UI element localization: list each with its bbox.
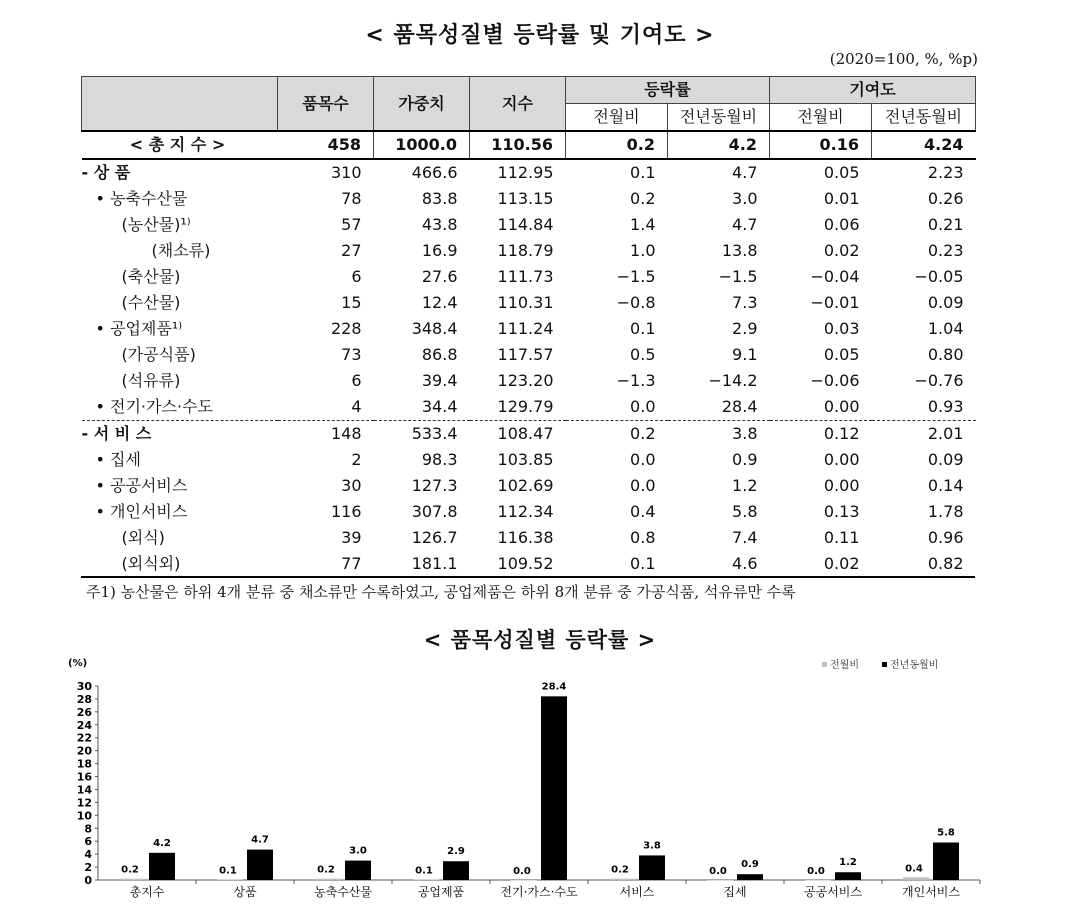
cell-index: 111.24	[497, 319, 554, 338]
cell-items: 310	[278, 159, 374, 186]
bar-mom	[511, 880, 537, 881]
table-row	[82, 316, 976, 342]
table-bottom-rule	[81, 576, 975, 578]
cell-k_yoy: 0.80	[927, 345, 964, 364]
table-body	[82, 131, 976, 577]
cell-k_mom: 0.05	[770, 159, 872, 186]
y-tick-label: 30	[76, 680, 92, 693]
cell-weight: 126.7	[411, 528, 458, 547]
row-label: (농산물)¹⁾	[121, 215, 191, 234]
header-contrib-yoy: 전년동월비	[872, 104, 976, 132]
row-label: • 집세	[95, 450, 141, 469]
cell-c_mom: 0.1	[630, 319, 656, 338]
bar-mom	[609, 879, 635, 880]
cell-k_yoy: 1.04	[927, 319, 964, 338]
bar-yoy	[639, 855, 665, 880]
cell-items: 57	[341, 215, 362, 234]
cell-weight: 43.8	[421, 215, 458, 234]
cell-c_yoy: 7.3	[732, 293, 758, 312]
y-tick-label: 14	[76, 783, 92, 797]
cell-k_mom: 0.00	[823, 450, 860, 469]
row-label: < 총 지 수 >	[82, 131, 278, 159]
table-row	[82, 421, 976, 448]
legend-swatch-mom	[822, 662, 827, 667]
cell-k_mom: 0.01	[823, 189, 860, 208]
value-label-yoy: 0.9	[741, 859, 759, 871]
value-label-mom: 0.1	[415, 865, 433, 877]
y-tick-label: 20	[76, 744, 92, 758]
cell-k_mom: 0.02	[823, 241, 860, 260]
cell-index: 112.95	[470, 159, 566, 186]
cell-c_yoy: 7.4	[732, 528, 758, 547]
cell-c_mom: 0.1	[566, 159, 668, 186]
cell-items: 6	[351, 267, 362, 286]
table-row	[82, 159, 976, 186]
value-label-mom: 0.1	[219, 865, 237, 877]
cell-weight: 466.6	[374, 159, 470, 186]
legend-swatch-yoy	[882, 662, 887, 667]
cell-items: 228	[330, 319, 362, 338]
row-label: (가공식품)	[121, 345, 196, 364]
unit-label: (2020=100, %, %p)	[829, 50, 978, 68]
cell-k_yoy: 0.09	[927, 450, 964, 469]
cell-k_yoy: 0.96	[927, 528, 964, 547]
cell-weight: 533.4	[374, 421, 470, 448]
x-tick-label: 농축수산물	[314, 885, 372, 899]
cell-weight: 83.8	[421, 189, 458, 208]
legend-label-yoy: 전년동월비	[890, 660, 939, 671]
cell-c_mom: 0.0	[630, 450, 656, 469]
header-change-yoy: 전년동월비	[668, 104, 770, 132]
cell-c_yoy: 0.9	[732, 450, 758, 469]
cell-weight: 348.4	[411, 319, 458, 338]
cell-index: 110.31	[497, 293, 554, 312]
cell-index: 123.20	[497, 371, 554, 390]
cell-c_mom: −1.5	[616, 267, 656, 286]
cell-c_yoy: −1.5	[718, 267, 758, 286]
cell-k_yoy: 0.82	[927, 554, 964, 573]
cell-k_yoy: 2.01	[872, 421, 976, 448]
cell-weight: 16.9	[421, 241, 458, 260]
cell-c_mom: 0.4	[630, 502, 656, 521]
cell-index: 110.56	[470, 131, 566, 159]
cell-k_mom: 0.11	[823, 528, 860, 547]
table-row	[82, 473, 976, 499]
cell-k_mom: 0.03	[823, 319, 860, 338]
cell-weight: 27.6	[421, 267, 458, 286]
cell-index: 116.38	[497, 528, 554, 547]
cell-c_mom: 0.2	[566, 421, 668, 448]
value-label-mom: 0.2	[611, 864, 629, 876]
table-row	[82, 131, 976, 159]
header-weight: 가중치	[374, 77, 470, 132]
cell-items: 30	[341, 476, 362, 495]
cell-index: 112.34	[497, 502, 554, 521]
bar-mom	[707, 880, 733, 881]
cell-weight: 127.3	[411, 476, 458, 495]
bar-yoy	[933, 842, 959, 880]
row-label: • 공공서비스	[95, 476, 188, 495]
y-tick-label: 26	[76, 705, 92, 719]
cell-index: 108.47	[470, 421, 566, 448]
cell-k_mom: 0.02	[823, 554, 860, 573]
cell-k_yoy: −0.05	[914, 267, 964, 286]
cell-index: 114.84	[497, 215, 554, 234]
table-row	[82, 290, 976, 316]
cell-k_mom: 0.16	[770, 131, 872, 159]
table-title: < 품목성질별 등락률 및 기여도 >	[365, 23, 715, 48]
header-items: 품목수	[278, 77, 374, 132]
value-label-mom: 0.0	[513, 866, 531, 877]
header-contrib: 기여도	[770, 77, 976, 104]
table-row	[82, 394, 976, 421]
cell-k_mom: −0.01	[810, 293, 860, 312]
row-label: (축산물)	[121, 267, 181, 286]
bar-mom	[413, 879, 439, 880]
cell-c_yoy: 3.8	[668, 421, 770, 448]
header-change-mom: 전월비	[566, 104, 668, 132]
y-tick-label: 18	[76, 757, 92, 771]
header-contrib-mom: 전월비	[770, 104, 872, 132]
cell-c_mom: −1.3	[616, 371, 656, 390]
value-label-mom: 0.4	[905, 863, 923, 875]
y-axis-unit: (%)	[68, 658, 88, 669]
table-row	[82, 186, 976, 212]
cell-items: 39	[341, 528, 362, 547]
cell-c_mom: 1.0	[630, 241, 656, 260]
value-label-yoy: 2.9	[447, 846, 465, 858]
bar-yoy	[541, 696, 567, 880]
bar-yoy	[247, 850, 273, 880]
y-tick-label: 2	[84, 861, 92, 875]
cell-k_yoy: 0.23	[927, 241, 964, 260]
value-label-yoy: 5.8	[937, 827, 955, 839]
table-row	[82, 264, 976, 290]
value-label-yoy: 3.0	[349, 845, 367, 857]
cell-items: 78	[341, 189, 362, 208]
cell-c_yoy: 4.6	[732, 554, 758, 573]
cell-index: 102.69	[497, 476, 554, 495]
x-tick-label: 공업제품	[417, 885, 465, 899]
cell-weight: 181.1	[411, 554, 458, 573]
cell-c_yoy: 9.1	[732, 345, 758, 364]
x-tick-label: 공공서비스	[804, 885, 862, 899]
cell-c_yoy: 13.8	[721, 241, 758, 260]
footnote: 주1) 농산물은 하위 4개 분류 중 채소류만 수록하였고, 공업제품은 하위 8개 분류 중 가공식품, 석유류만 수록	[86, 583, 796, 601]
x-tick-label: 전기·가스·수도	[500, 885, 578, 899]
bar-yoy	[345, 861, 371, 880]
value-label-mom: 0.0	[807, 866, 825, 877]
value-label-yoy: 4.7	[251, 834, 269, 846]
cell-c_mom: −0.8	[616, 293, 656, 312]
x-tick-label: 상품	[233, 885, 257, 899]
y-tick-label: 28	[76, 692, 92, 706]
cell-k_mom: 0.13	[823, 502, 860, 521]
bar-chart	[60, 650, 1020, 900]
cell-weight: 1000.0	[374, 131, 470, 159]
cell-c_mom: 0.0	[630, 476, 656, 495]
x-tick-label: 집세	[723, 885, 747, 899]
cell-weight: 98.3	[421, 450, 458, 469]
cell-index: 113.15	[497, 189, 554, 208]
row-label: • 개인서비스	[95, 502, 188, 521]
y-tick-label: 22	[76, 731, 92, 745]
table-row	[82, 238, 976, 264]
cell-c_mom: 0.1	[630, 554, 656, 573]
row-label: - 상 품	[82, 159, 278, 186]
row-label: - 서 비 스	[82, 421, 278, 448]
cell-c_mom: 0.2	[630, 189, 656, 208]
cell-c_yoy: 4.7	[668, 159, 770, 186]
value-label-mom: 0.2	[317, 864, 335, 876]
bar-mom	[903, 877, 929, 880]
row-label: • 농축수산물	[95, 189, 188, 208]
cell-items: 116	[330, 502, 362, 521]
cell-items: 27	[341, 241, 362, 260]
y-tick-label: 24	[76, 718, 92, 732]
cell-items: 15	[341, 293, 362, 312]
cell-weight: 307.8	[411, 502, 458, 521]
cell-weight: 39.4	[421, 371, 458, 390]
cell-c_mom: 0.5	[630, 345, 656, 364]
cell-index: 103.85	[497, 450, 554, 469]
cell-k_mom: 0.05	[823, 345, 860, 364]
cell-k_yoy: 0.14	[927, 476, 964, 495]
cell-index: 111.73	[497, 267, 554, 286]
cell-c_yoy: 28.4	[721, 397, 758, 416]
cell-c_mom: 1.4	[630, 215, 656, 234]
cell-k_mom: 0.06	[823, 215, 860, 234]
row-label: (채소류)	[151, 241, 211, 260]
row-label: (외식)	[121, 528, 165, 547]
value-label-mom: 0.0	[709, 866, 727, 877]
cell-k_yoy: 1.78	[927, 502, 964, 521]
y-tick-label: 0	[84, 874, 92, 887]
cell-weight: 34.4	[421, 397, 458, 416]
cell-c_yoy: 5.8	[732, 502, 758, 521]
cell-weight: 86.8	[421, 345, 458, 364]
y-tick-label: 10	[76, 809, 92, 823]
cell-k_mom: −0.04	[810, 267, 860, 286]
y-tick-label: 8	[84, 822, 92, 836]
cell-c_mom: 0.8	[630, 528, 656, 547]
row-label: (외식외)	[121, 554, 181, 573]
cell-k_yoy: 0.21	[927, 215, 964, 234]
row-label: (석유류)	[121, 371, 181, 390]
chart-title: < 품목성질별 등락률 >	[423, 628, 657, 652]
x-tick-label: 총지수	[129, 885, 165, 899]
header-change: 등락률	[566, 77, 770, 104]
cell-c_mom: 0.2	[566, 131, 668, 159]
y-tick-label: 6	[84, 835, 92, 849]
cell-index: 129.79	[497, 397, 554, 416]
cell-k_yoy: 2.23	[872, 159, 976, 186]
x-tick-label: 서비스	[619, 885, 655, 899]
cell-k_yoy: −0.76	[914, 371, 964, 390]
cell-k_mom: 0.00	[823, 397, 860, 416]
table-row	[82, 368, 976, 394]
cell-c_yoy: 1.2	[732, 476, 758, 495]
cell-weight: 12.4	[421, 293, 458, 312]
header-index: 지수	[470, 77, 566, 132]
value-label-yoy: 4.2	[153, 837, 171, 849]
cell-k_yoy: 0.93	[927, 397, 964, 416]
value-label-mom: 0.2	[121, 864, 139, 876]
cell-items: 148	[278, 421, 374, 448]
bar-mom	[119, 879, 145, 880]
cell-items: 4	[351, 397, 362, 416]
header-blank	[82, 77, 278, 132]
table-row	[82, 342, 976, 368]
bar-yoy	[737, 874, 763, 880]
bar-mom	[805, 880, 831, 881]
cell-k_mom: −0.06	[810, 371, 860, 390]
cell-c_yoy: 3.0	[732, 189, 758, 208]
cell-c_yoy: −14.2	[708, 371, 758, 390]
bar-mom	[217, 879, 243, 880]
row-label: (수산물)	[121, 293, 181, 312]
x-tick-label: 개인서비스	[902, 885, 960, 899]
y-tick-label: 16	[76, 770, 92, 784]
cell-items: 77	[341, 554, 362, 573]
y-tick-label: 4	[84, 848, 92, 862]
row-label: • 공업제품¹⁾	[95, 319, 183, 338]
cell-index: 117.57	[497, 345, 554, 364]
table-row	[82, 499, 976, 525]
cell-k_yoy: 0.09	[927, 293, 964, 312]
cell-c_yoy: 4.7	[732, 215, 758, 234]
cell-c_yoy: 2.9	[732, 319, 758, 338]
cell-index: 118.79	[497, 241, 554, 260]
value-label-yoy: 1.2	[839, 857, 857, 869]
value-label-yoy: 3.8	[643, 840, 661, 852]
cell-k_mom: 0.00	[823, 476, 860, 495]
value-label-yoy: 28.4	[541, 681, 567, 693]
cell-items: 458	[278, 131, 374, 159]
cell-k_mom: 0.12	[770, 421, 872, 448]
y-tick-label: 12	[76, 796, 92, 810]
cell-items: 73	[341, 345, 362, 364]
cell-items: 6	[351, 371, 362, 390]
bar-mom	[315, 879, 341, 880]
cell-k_yoy: 4.24	[872, 131, 976, 159]
bar-yoy	[443, 861, 469, 880]
cell-index: 109.52	[497, 554, 554, 573]
bar-yoy	[149, 853, 175, 880]
cell-k_yoy: 0.26	[927, 189, 964, 208]
table-row	[82, 447, 976, 473]
table-row	[82, 525, 976, 551]
table-row	[82, 551, 976, 577]
cell-items: 2	[351, 450, 362, 469]
price-table	[81, 76, 976, 577]
table-row	[82, 212, 976, 238]
legend-label-mom: 전월비	[830, 660, 859, 671]
bar-yoy	[835, 872, 861, 880]
cell-c_mom: 0.0	[630, 397, 656, 416]
cell-c_yoy: 4.2	[668, 131, 770, 159]
row-label: • 전기·가스·수도	[95, 397, 213, 416]
